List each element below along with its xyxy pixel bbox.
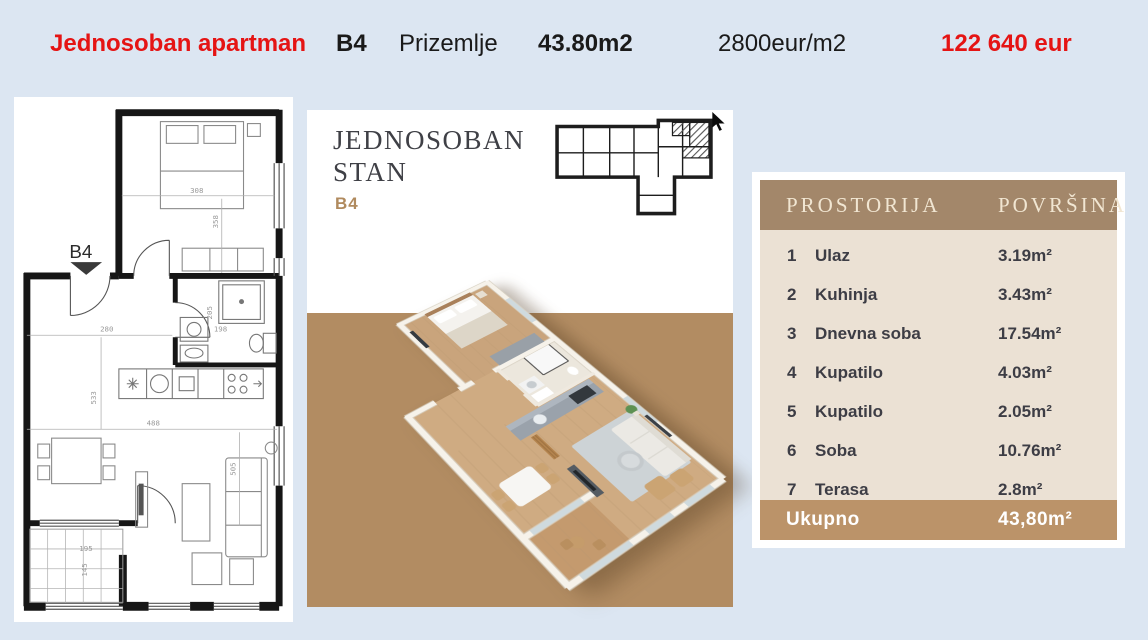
table-body <box>760 230 1117 500</box>
unit-marker-b4 <box>69 241 102 275</box>
unit-number: B4 <box>336 30 367 57</box>
room-area: 2.8m² <box>998 479 1043 499</box>
svg-text:280: 280 <box>100 324 114 334</box>
floor-plan-3d <box>334 275 737 599</box>
svg-text:533: 533 <box>89 391 99 405</box>
row-number: 1 <box>787 245 797 265</box>
svg-text:505: 505 <box>228 462 238 476</box>
column-header-area: POVRŠINA <box>998 192 1128 217</box>
row-number: 4 <box>787 362 797 382</box>
floor-plan-2d <box>16 99 291 620</box>
total-area: 43.80m2 <box>538 30 633 57</box>
price-per-m2: 2800eur/m2 <box>718 30 847 57</box>
room-area: 3.43m² <box>998 284 1052 304</box>
row-number: 3 <box>787 323 797 343</box>
svg-text:B4: B4 <box>69 241 93 263</box>
row-number: 6 <box>787 440 797 460</box>
svg-text:198: 198 <box>213 324 228 334</box>
svg-text:145: 145 <box>80 563 90 577</box>
table-row <box>760 275 1117 314</box>
svg-text:195: 195 <box>79 543 93 553</box>
room-table-panel <box>752 172 1128 548</box>
bathroom-fixtures <box>180 281 276 362</box>
panel-unit-label: B4 <box>335 194 359 213</box>
render-3d-panel <box>307 110 733 607</box>
panel-title-line1: JEDNOSOBAN <box>333 125 526 155</box>
floor-plan-2d-panel <box>14 97 293 622</box>
terrace <box>30 529 123 602</box>
walls <box>24 110 279 607</box>
table-footer <box>760 500 1117 540</box>
room-name: Kupatilo <box>815 401 883 421</box>
bedroom-furniture <box>160 122 263 271</box>
room-name: Dnevna soba <box>815 323 921 343</box>
column-header-room: PROSTORIJA <box>786 192 941 217</box>
table-row <box>760 236 1117 275</box>
room-table <box>760 180 1128 540</box>
room-area: 17.54m² <box>998 323 1062 343</box>
living-furniture <box>38 438 277 584</box>
svg-text:205: 205 <box>204 306 214 320</box>
iso-perspective-wrap <box>307 110 733 607</box>
panel-title-line2: STAN <box>333 157 408 188</box>
row-number: 5 <box>787 401 797 421</box>
room-area: 4.03m² <box>998 362 1052 382</box>
table-row <box>760 431 1117 470</box>
total-label: Ukupno <box>786 509 860 530</box>
dimension-labels <box>79 186 237 577</box>
table-row <box>760 392 1117 431</box>
kitchen-counter <box>119 369 263 399</box>
row-number: 7 <box>787 479 797 499</box>
room-name: Kuhinja <box>815 284 878 304</box>
row-number: 2 <box>787 284 797 304</box>
apartment-type-title: Jednosoban apartman <box>50 30 307 57</box>
room-name: Terasa <box>815 479 869 499</box>
room-name: Soba <box>815 440 857 460</box>
windows <box>40 163 284 609</box>
svg-text:308: 308 <box>190 185 204 195</box>
total-price: 122 640 eur <box>941 30 1072 57</box>
table-header <box>760 180 1128 230</box>
doors <box>70 240 209 523</box>
room-area: 3.19m² <box>998 245 1052 265</box>
floor-label: Prizemlje <box>399 30 498 57</box>
svg-text:358: 358 <box>210 215 220 229</box>
listing-header <box>0 30 1148 66</box>
room-name: Ulaz <box>815 245 850 265</box>
room-name: Kupatilo <box>815 362 883 382</box>
room-area: 2.05m² <box>998 401 1052 421</box>
table-row <box>760 314 1117 353</box>
total-area-value: 43,80m² <box>998 509 1073 530</box>
table-row <box>760 353 1117 392</box>
svg-text:488: 488 <box>146 418 160 428</box>
room-area: 10.76m² <box>998 440 1062 460</box>
